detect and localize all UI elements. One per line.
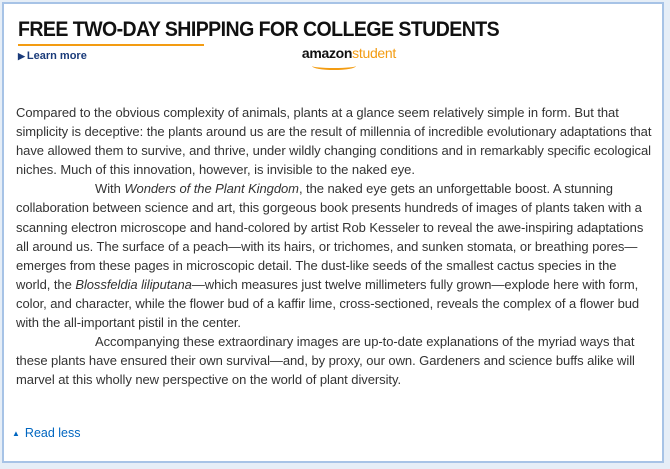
read-less-link[interactable] xyxy=(12,426,81,440)
book-title: Wonders of the Plant Kingdom xyxy=(124,181,299,197)
read-less-label: Read less xyxy=(24,426,81,440)
description-paragraph-2: With Wonders of the Plant Kingdom, the naked eye gets an unforgettable boost. A stunning collaboration between science and art, this gorgeous book presents hundreds of images of plants taken with a scanning electron microscope and hand-colored by artist Rob Kesseler to reveal the awe-inspiring adaptations all around us. The surface of a peach—with its hairs, or trichomes, and sunken stomata, or breathing pores—emerges from these pages in microscopic detail. The dust-like seeds of the smallest cactus species in the world, the Blossfeldia liliputana—which measures just twelve millimeters fully grown—explode here with form, color, and character, while the flower bud of a kaffir lime, cross-sectioned, reveals the complex of a flower bud with the all-important pistil in the center. xyxy=(16,181,644,331)
amazon-student-logo: amazonstudent xyxy=(301,45,396,61)
amazon-smile-icon xyxy=(312,62,356,70)
arrow-right-icon: ▶ xyxy=(18,51,25,61)
species-name: Blossfeldia liliputana xyxy=(75,276,192,292)
description-paragraph-3: Accompanying these extraordinary images are up-to-date explanations of the myriad ways that these plants have ensured their own survival—and, by proxy, our own. Gardeners and science buffs alike will marvel at this wholly new perspective on the world of plant diversity. xyxy=(16,334,635,388)
caret-up-icon: ▲ xyxy=(12,429,20,438)
learn-more-label: Learn more xyxy=(26,50,87,62)
content-frame xyxy=(2,2,664,463)
book-description xyxy=(16,103,652,389)
student-shipping-banner[interactable] xyxy=(18,18,500,66)
learn-more-link[interactable] xyxy=(18,50,87,62)
banner-title: FREE TWO-DAY SHIPPING FOR COLLEGE STUDENTS xyxy=(18,18,500,41)
description-paragraph-1: Compared to the obvious complexity of animals, plants at a glance seem relatively simple in form. But that simplicity is deceptive: the plants around us are the result of millennia of incredible evolutionary adaptations that have allowed them to survive, and thrive, under wildly changing conditions and in remarkably specific ecological niches. Much of this innovation, however, is invisible to the naked eye. xyxy=(16,105,652,178)
banner-underline xyxy=(18,44,204,46)
